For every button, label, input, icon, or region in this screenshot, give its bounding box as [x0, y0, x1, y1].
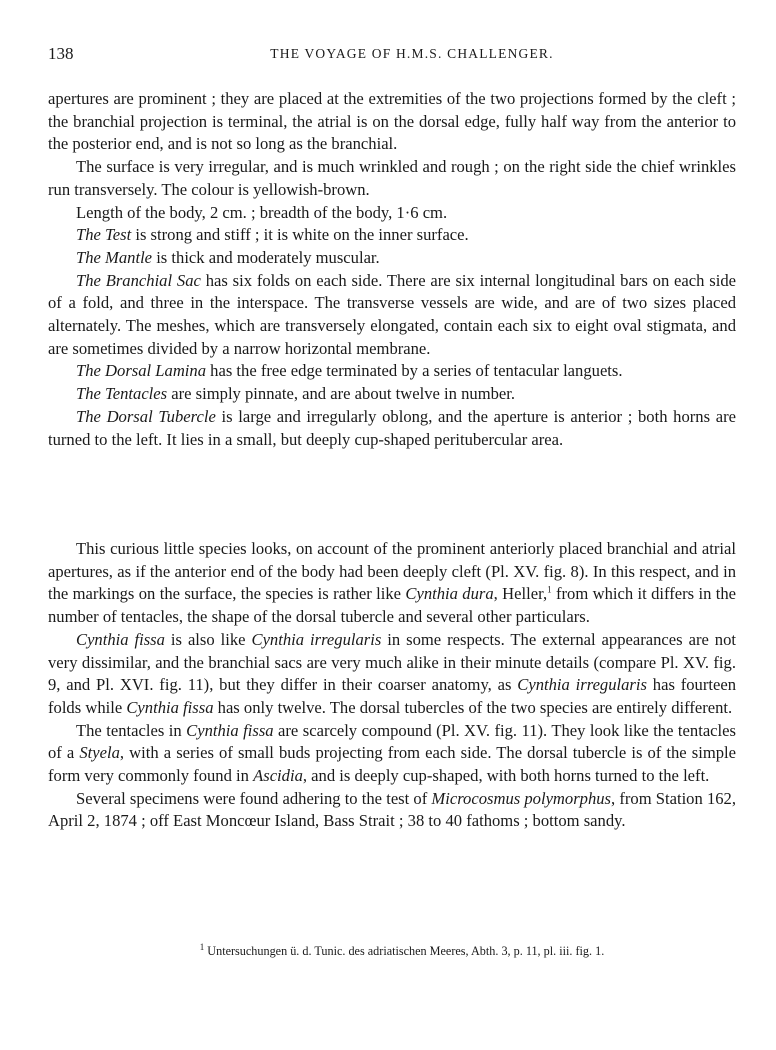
- genus-name: Ascidia: [253, 766, 303, 786]
- species-name: Cynthia fissa: [126, 697, 214, 717]
- paragraph-mantle: The Mantle is thick and moderately muscular.: [76, 247, 380, 267]
- heading-test: The Test: [76, 225, 132, 245]
- page-header: [48, 44, 736, 68]
- footnote-reference: 1: [547, 584, 552, 595]
- species-name: Cynthia fissa: [76, 629, 165, 649]
- remarks-paragraph-2: Cynthia fissa is also like Cynthia irregularis in some respects. The external appearances are not very dissimilar, and the branchial sacs are very much alike in their minute details (compare Pl. XV. fig. 9, and Pl. XVI. fig. 11), but they differ in their coarser anatomy, as Cynthia irregularis has fourteen folds while Cynthia fissa has only twelve. The dorsal tubercles of the two species are entirely different.: [48, 629, 737, 717]
- paragraph-tentacles: The Tentacles are simply pinnate, and are about twelve in number.: [76, 384, 516, 404]
- heading-branchial-sac: The Branchial Sac: [76, 270, 201, 290]
- species-name: Microcosmus polymorphus: [431, 788, 612, 808]
- remarks-paragraph-3: The tentacles in Cynthia fissa are scarcely compound (Pl. XV. fig. 11). They look like the tentacles of a Styela, with a series of small buds projecting from each side. The dorsal tubercle is of the simple form very commonly found in Ascidia, and is deeply cup-shaped, with both horns turned to the left.: [48, 720, 736, 786]
- paragraph-apertures: apertures are prominent ; they are placed at the extremities of the two projections formed by the cleft ; the branchial projection is terminal, the atrial is on the dorsal edge, fully half way from the anterior to the posterior end, and is not so long as the branchial.: [48, 89, 736, 154]
- species-name: Cynthia dura: [405, 584, 494, 604]
- remarks-paragraph-4: Several specimens were found adhering to the test of Microcosmus polymorphus, from Station 162, April 2, 1874 ; off East Moncœur Island, Bass Strait ; 38 to 40 fathoms ; bottom sandy.: [48, 788, 736, 831]
- species-description: [48, 88, 736, 451]
- heading-tentacles: The Tentacles: [76, 384, 168, 404]
- remarks-paragraph-1: This curious little species looks, on account of the prominent anteriorly placed branchial and atrial apertures, as if the anterior end of the body had been deeply cleft (Pl. XV. fig. 8). In this respect, and in the markings on the surface, the species is rather like Cynthia dura, Heller,$^1$ from which it differs in the number of tentacles, the shape of the dorsal tubercle and several other particulars.: [48, 539, 737, 627]
- species-name: Cynthia fissa: [186, 720, 274, 740]
- species-name: Cynthia irregularis: [251, 629, 382, 649]
- footnote: [48, 941, 736, 959]
- paragraph-branchial-sac: The Branchial Sac has six folds on each side. There are six internal longitudinal bars on each side of a fold, and three in the interspace. The transverse vessels are wide, and are of two sizes placed alternately. The meshes, which are transversely elongated, contain each six to eight oval stigmata, and are sometimes divided by a narrow horizontal membrane.: [48, 270, 737, 358]
- heading-dorsal-tubercle: The Dorsal Tubercle: [76, 406, 216, 426]
- paragraph-dorsal-tubercle: The Dorsal Tubercle is large and irregularly oblong, and the aperture is anterior ; both horns are turned to the left. It lies in a small, but deeply cup-shaped peritubercular area.: [48, 406, 736, 449]
- heading-mantle: The Mantle: [76, 247, 153, 267]
- paragraph-dimensions: Length of the body, 2 cm. ; breadth of the body, 1·6 cm.: [76, 202, 448, 222]
- species-name: Cynthia irregularis: [517, 675, 647, 695]
- species-remarks: [48, 538, 736, 833]
- footnote-text: Untersuchungen ü. d. Tunic. des adriatischen Meeres, Abth. 3, p. 11, pl. iii. fig. 1.: [207, 944, 605, 958]
- paragraph-dorsal-lamina: The Dorsal Lamina has the free edge terminated by a series of tentacular languets.: [76, 361, 623, 381]
- footnote-mark: 1: [199, 941, 205, 952]
- paragraph-test: The Test is strong and stiff ; it is white on the inner surface.: [76, 225, 469, 245]
- page-number: 138: [48, 44, 74, 63]
- paragraph-surface: The surface is very irregular, and is much wrinkled and rough ; on the right side the chief wrinkles run transversely. The colour is yellowish-brown.: [48, 157, 736, 199]
- running-title: THE VOYAGE OF H.M.S. CHALLENGER.: [270, 46, 554, 61]
- heading-dorsal-lamina: The Dorsal Lamina: [76, 361, 207, 381]
- genus-name: Styela: [79, 743, 120, 763]
